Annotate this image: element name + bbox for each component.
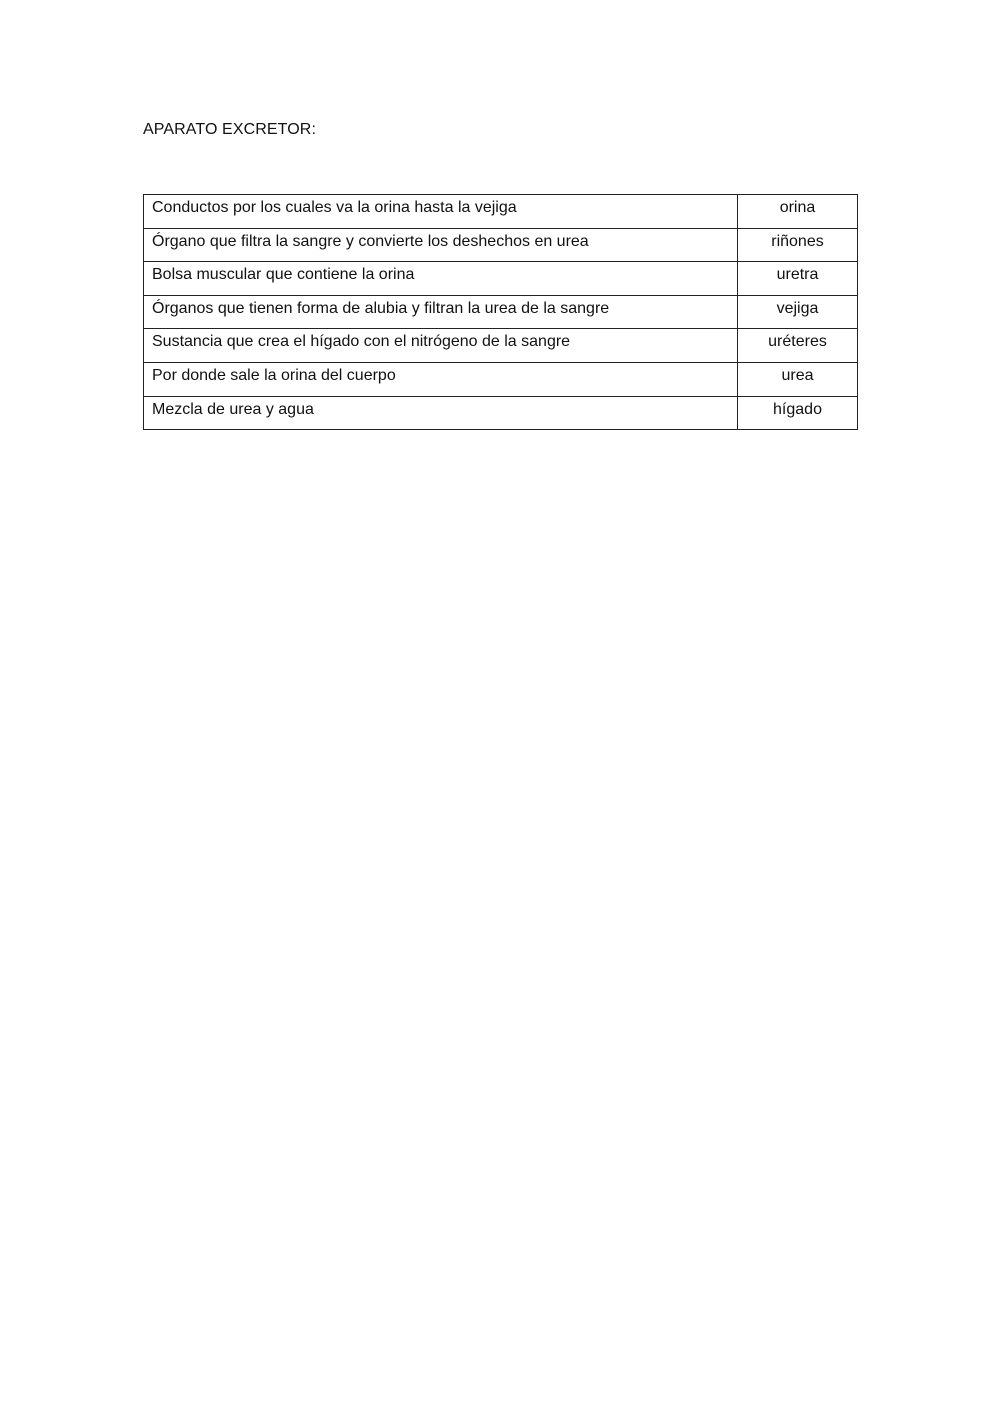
- table-row: [144, 228, 858, 262]
- matching-table: [143, 194, 858, 430]
- table-row: [144, 362, 858, 396]
- term-cell: vejiga: [738, 295, 858, 329]
- table-row: [144, 396, 858, 430]
- page-title: APARATO EXCRETOR:: [143, 121, 316, 138]
- term-cell: urea: [738, 362, 858, 396]
- table-row: [144, 262, 858, 296]
- term-cell: orina: [738, 195, 858, 229]
- description-cell: Por donde sale la orina del cuerpo: [144, 362, 738, 396]
- description-cell: Órgano que filtra la sangre y convierte los deshechos en urea: [144, 228, 738, 262]
- term-cell: riñones: [738, 228, 858, 262]
- term-cell: uretra: [738, 262, 858, 296]
- table-row: [144, 295, 858, 329]
- description-cell: Conductos por los cuales va la orina hasta la vejiga: [144, 195, 738, 229]
- description-cell: Sustancia que crea el hígado con el nitrógeno de la sangre: [144, 329, 738, 363]
- term-cell: hígado: [738, 396, 858, 430]
- term-cell: uréteres: [738, 329, 858, 363]
- description-cell: Bolsa muscular que contiene la orina: [144, 262, 738, 296]
- description-cell: Mezcla de urea y agua: [144, 396, 738, 430]
- table-row: [144, 195, 858, 229]
- table-row: [144, 329, 858, 363]
- description-cell: Órganos que tienen forma de alubia y filtran la urea de la sangre: [144, 295, 738, 329]
